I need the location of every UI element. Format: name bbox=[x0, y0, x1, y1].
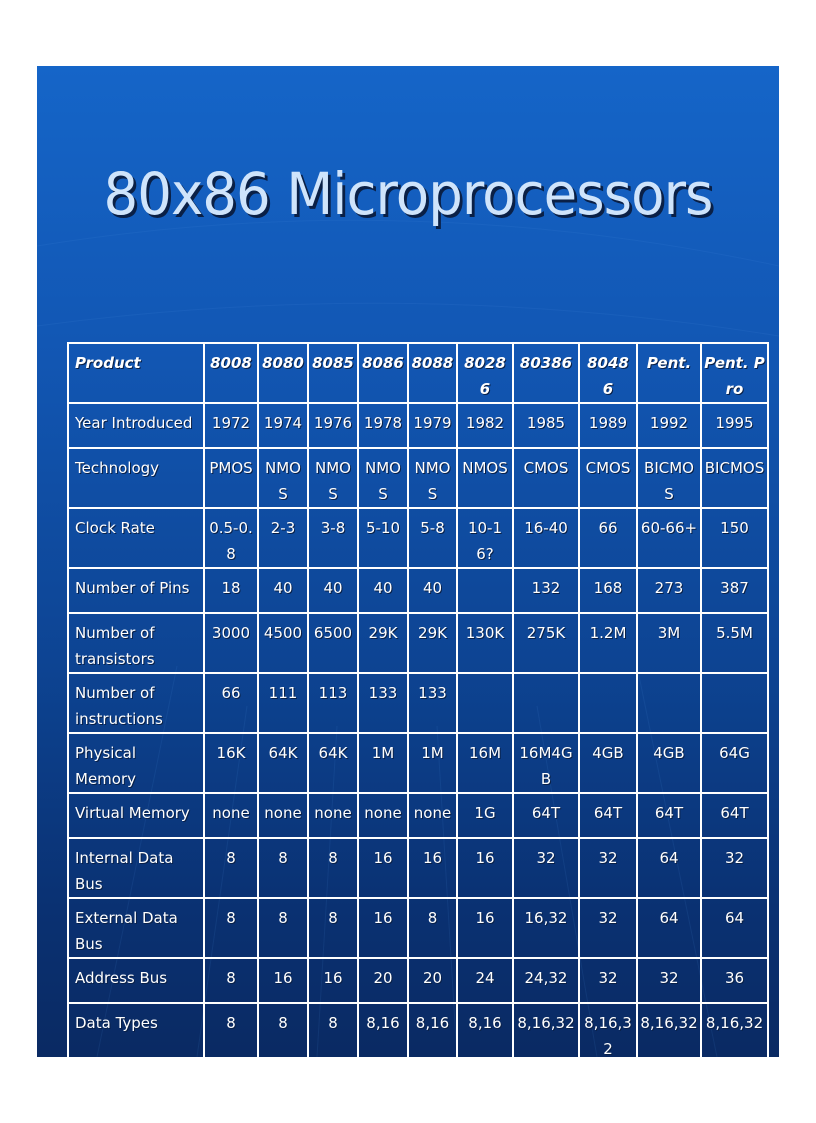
table-cell: 29K bbox=[358, 613, 408, 673]
table-cell: 64T bbox=[637, 793, 701, 838]
table-cell: 60-66+ bbox=[637, 508, 701, 568]
table-cell: CMOS bbox=[513, 448, 579, 508]
table-cell: 3000 bbox=[204, 613, 258, 673]
table-cell: 8,16 bbox=[408, 1003, 457, 1057]
table-cell: 40 bbox=[408, 568, 457, 613]
table-cell: none bbox=[408, 793, 457, 838]
header-cell: 80386 bbox=[513, 343, 579, 403]
table-cell: 8 bbox=[408, 898, 457, 958]
table-cell: 64 bbox=[637, 898, 701, 958]
table-cell: 66 bbox=[579, 508, 637, 568]
table-cell: 36 bbox=[701, 958, 768, 1003]
table-cell: 275K bbox=[513, 613, 579, 673]
row-label: Technology bbox=[68, 448, 204, 508]
row-label: Virtual Memory bbox=[68, 793, 204, 838]
table-cell: 8 bbox=[258, 898, 308, 958]
header-cell: Pent. bbox=[637, 343, 701, 403]
table-cell: 1992 bbox=[637, 403, 701, 448]
table-row bbox=[68, 898, 768, 958]
table-cell: 133 bbox=[408, 673, 457, 733]
table-cell: 29K bbox=[408, 613, 457, 673]
table-cell: 32 bbox=[701, 838, 768, 898]
table-cell: 273 bbox=[637, 568, 701, 613]
table-cell: 64 bbox=[637, 838, 701, 898]
header-cell: 8080 bbox=[258, 343, 308, 403]
table-cell: 8 bbox=[204, 1003, 258, 1057]
header-cell: 8088 bbox=[408, 343, 457, 403]
table-cell: NMOS bbox=[308, 448, 358, 508]
table-cell: PMOS bbox=[204, 448, 258, 508]
table-cell: 64T bbox=[701, 793, 768, 838]
table-cell: 8,16 bbox=[358, 1003, 408, 1057]
table-cell bbox=[579, 673, 637, 733]
table-cell: 8,16 bbox=[457, 1003, 513, 1057]
table-cell: 40 bbox=[358, 568, 408, 613]
table-row bbox=[68, 793, 768, 838]
table-cell: NMOS bbox=[408, 448, 457, 508]
table-cell: 168 bbox=[579, 568, 637, 613]
table-row bbox=[68, 568, 768, 613]
table-cell: 4GB bbox=[579, 733, 637, 793]
row-label: Number of instructions bbox=[68, 673, 204, 733]
row-label: Clock Rate bbox=[68, 508, 204, 568]
table-cell: 16 bbox=[358, 898, 408, 958]
row-label: External Data Bus bbox=[68, 898, 204, 958]
table-cell: 150 bbox=[701, 508, 768, 568]
table-cell: 32 bbox=[579, 898, 637, 958]
table-cell: 16 bbox=[258, 958, 308, 1003]
table-cell: 66 bbox=[204, 673, 258, 733]
table-cell: 1978 bbox=[358, 403, 408, 448]
table-cell: 10-16? bbox=[457, 508, 513, 568]
row-label: Number of transistors bbox=[68, 613, 204, 673]
table-cell: 1995 bbox=[701, 403, 768, 448]
table-cell: 16 bbox=[457, 898, 513, 958]
header-cell: 8086 bbox=[358, 343, 408, 403]
table-cell: 16,32 bbox=[513, 898, 579, 958]
table-cell: 4GB bbox=[637, 733, 701, 793]
table-cell: 8 bbox=[258, 1003, 308, 1057]
table-cell: 8 bbox=[204, 838, 258, 898]
table-cell: none bbox=[308, 793, 358, 838]
table-row bbox=[68, 508, 768, 568]
table-row bbox=[68, 673, 768, 733]
slide-title: 80x86 Microprocessors bbox=[103, 160, 713, 228]
table-cell: 8,16,32 bbox=[513, 1003, 579, 1057]
table-cell: 32 bbox=[579, 838, 637, 898]
row-label: Year Introduced bbox=[68, 403, 204, 448]
table-cell: 64K bbox=[258, 733, 308, 793]
table-cell: 16-40 bbox=[513, 508, 579, 568]
header-cell: 80486 bbox=[579, 343, 637, 403]
table-cell: 8 bbox=[258, 838, 308, 898]
table-cell bbox=[701, 673, 768, 733]
table-cell: 20 bbox=[408, 958, 457, 1003]
table-cell: 113 bbox=[308, 673, 358, 733]
table-cell: 2-3 bbox=[258, 508, 308, 568]
table-cell: 1M bbox=[408, 733, 457, 793]
table-cell: 133 bbox=[358, 673, 408, 733]
row-label: Number of Pins bbox=[68, 568, 204, 613]
table-row bbox=[68, 838, 768, 898]
table-cell: 3-8 bbox=[308, 508, 358, 568]
table-cell: 8 bbox=[308, 898, 358, 958]
table-cell: 1979 bbox=[408, 403, 457, 448]
table-cell: 1982 bbox=[457, 403, 513, 448]
table-cell: 40 bbox=[308, 568, 358, 613]
table-cell: 24,32 bbox=[513, 958, 579, 1003]
table-cell: 8,16,32 bbox=[701, 1003, 768, 1057]
table-cell: 1.2M bbox=[579, 613, 637, 673]
table-cell: 1G bbox=[457, 793, 513, 838]
table-cell: 64K bbox=[308, 733, 358, 793]
table-row bbox=[68, 448, 768, 508]
slide bbox=[37, 66, 779, 1057]
table-cell: 8 bbox=[204, 898, 258, 958]
table-cell: 3M bbox=[637, 613, 701, 673]
processor-table bbox=[67, 342, 769, 1057]
table-cell: 387 bbox=[701, 568, 768, 613]
table-cell bbox=[513, 673, 579, 733]
table-cell: 64T bbox=[579, 793, 637, 838]
table-cell: 64T bbox=[513, 793, 579, 838]
table-row bbox=[68, 733, 768, 793]
table-cell bbox=[457, 673, 513, 733]
table-cell: 1976 bbox=[308, 403, 358, 448]
table-cell: 16 bbox=[457, 838, 513, 898]
table-cell bbox=[457, 568, 513, 613]
table-cell: NMOS bbox=[358, 448, 408, 508]
table-header-row bbox=[68, 343, 768, 403]
table-row bbox=[68, 403, 768, 448]
table-cell: 32 bbox=[579, 958, 637, 1003]
table-cell: 16 bbox=[358, 838, 408, 898]
table-cell: NMOS bbox=[258, 448, 308, 508]
row-label: Address Bus bbox=[68, 958, 204, 1003]
table-cell: 40 bbox=[258, 568, 308, 613]
table-row bbox=[68, 958, 768, 1003]
row-label: Data Types bbox=[68, 1003, 204, 1057]
table-cell: 132 bbox=[513, 568, 579, 613]
table-cell: 8,16,32 bbox=[637, 1003, 701, 1057]
table-cell: 16 bbox=[408, 838, 457, 898]
table-cell: none bbox=[358, 793, 408, 838]
table-cell: 16K bbox=[204, 733, 258, 793]
table-row bbox=[68, 1003, 768, 1057]
table-cell: 16 bbox=[308, 958, 358, 1003]
table-cell: 1M bbox=[358, 733, 408, 793]
table-cell: 5-10 bbox=[358, 508, 408, 568]
header-cell: Pent. Pro bbox=[701, 343, 768, 403]
table-cell: 6500 bbox=[308, 613, 358, 673]
table-cell: 8,16,32 bbox=[579, 1003, 637, 1057]
table-row bbox=[68, 613, 768, 673]
table-cell: 8 bbox=[308, 838, 358, 898]
table-cell: 16M bbox=[457, 733, 513, 793]
table-cell: CMOS bbox=[579, 448, 637, 508]
table-cell: 8 bbox=[204, 958, 258, 1003]
table-cell: 5.5M bbox=[701, 613, 768, 673]
header-cell: 80286 bbox=[457, 343, 513, 403]
table-cell: 130K bbox=[457, 613, 513, 673]
table-cell: 20 bbox=[358, 958, 408, 1003]
header-cell: 8085 bbox=[308, 343, 358, 403]
header-cell: 8008 bbox=[204, 343, 258, 403]
table-cell: 0.5-0.8 bbox=[204, 508, 258, 568]
table-cell: 1972 bbox=[204, 403, 258, 448]
table-cell: 1974 bbox=[258, 403, 308, 448]
table-cell bbox=[637, 673, 701, 733]
table-cell: BICMOS bbox=[701, 448, 768, 508]
table-cell: 8 bbox=[308, 1003, 358, 1057]
table-cell: NMOS bbox=[457, 448, 513, 508]
row-label: Physical Memory bbox=[68, 733, 204, 793]
table-cell: 1989 bbox=[579, 403, 637, 448]
table-cell: 32 bbox=[513, 838, 579, 898]
table-cell: none bbox=[204, 793, 258, 838]
table-cell: 18 bbox=[204, 568, 258, 613]
table-cell: 16M4GB bbox=[513, 733, 579, 793]
table-cell: 1985 bbox=[513, 403, 579, 448]
header-cell: Product bbox=[68, 343, 204, 403]
table-cell: none bbox=[258, 793, 308, 838]
table-cell: 64 bbox=[701, 898, 768, 958]
table-cell: 32 bbox=[637, 958, 701, 1003]
table-cell: BICMOS bbox=[637, 448, 701, 508]
table-cell: 4500 bbox=[258, 613, 308, 673]
table-cell: 64G bbox=[701, 733, 768, 793]
table-cell: 111 bbox=[258, 673, 308, 733]
table-cell: 24 bbox=[457, 958, 513, 1003]
row-label: Internal Data Bus bbox=[68, 838, 204, 898]
table-cell: 5-8 bbox=[408, 508, 457, 568]
